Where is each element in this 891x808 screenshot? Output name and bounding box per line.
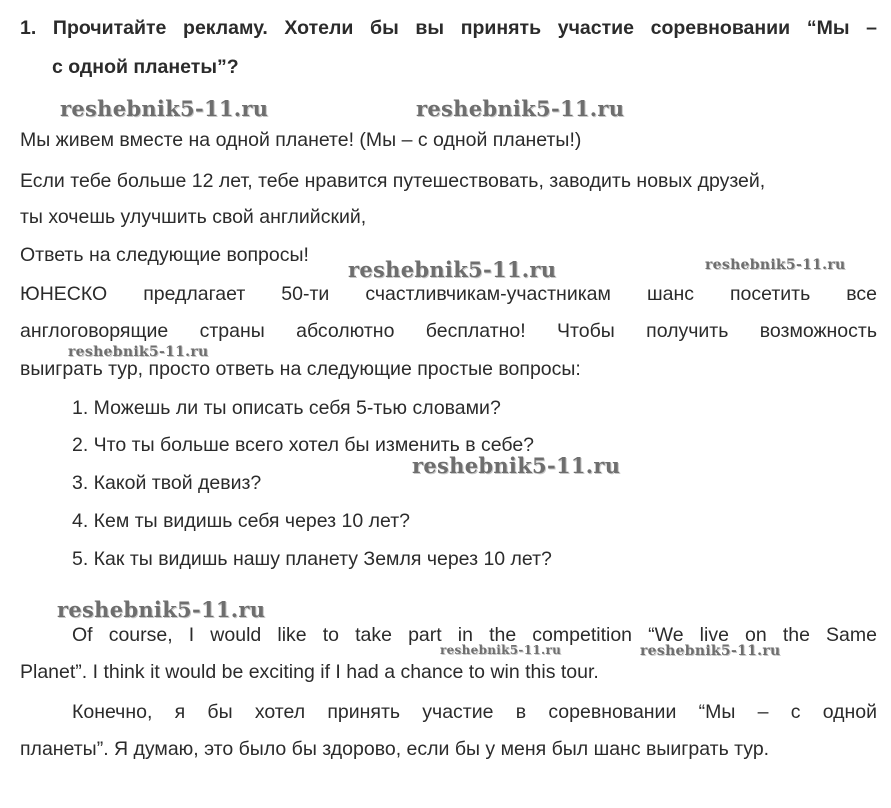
answer-en-line-2: Planet”. I think it would be exciting if I had a chance to win this tour. xyxy=(20,661,599,683)
watermark: reshebnik5-11.ru xyxy=(440,643,562,657)
ad-line-4: Ответь на следующие вопросы! xyxy=(20,244,309,266)
ad-line-2: Если тебе больше 12 лет, тебе нравится путешествовать, заводить новых друзей, xyxy=(20,170,766,192)
watermark: reshebnik5-11.ru xyxy=(68,344,209,360)
ad-line-1: Мы живем вместе на одной планете! (Мы – с одной планеты!) xyxy=(20,129,582,151)
watermark: reshebnik5-11.ru xyxy=(416,96,625,121)
watermark: reshebnik5-11.ru xyxy=(640,643,781,659)
task-title-line-2: с одной планеты”? xyxy=(52,56,239,78)
ad-line-5: ЮНЕСКО предлагает 50-ти счастливчикам-участникам шанс посетить все xyxy=(20,283,877,305)
watermark: reshebnik5-11.ru xyxy=(705,257,846,273)
question-item: 3. Какой твой девиз? xyxy=(72,472,262,494)
watermark: reshebnik5-11.ru xyxy=(348,257,557,282)
question-item: 4. Кем ты видишь себя через 10 лет? xyxy=(72,510,410,532)
answer-ru-line-2: планеты”. Я думаю, это было бы здорово, если бы у меня был шанс выиграть тур. xyxy=(20,738,770,760)
question-item: 1. Можешь ли ты описать себя 5-тью словами? xyxy=(72,397,501,419)
ad-line-6: англоговорящие страны абсолютно бесплатно! Чтобы получить возможность xyxy=(20,320,877,342)
watermark: reshebnik5-11.ru xyxy=(60,96,269,121)
question-item: 5. Как ты видишь нашу планету Земля через 10 лет? xyxy=(72,548,552,570)
ad-line-7: выиграть тур, просто ответь на следующие простые вопросы: xyxy=(20,358,581,380)
watermark: reshebnik5-11.ru xyxy=(57,597,266,622)
ad-line-3: ты хочешь улучшить свой английский, xyxy=(20,206,367,228)
question-item: 2. Что ты больше всего хотел бы изменить в себе? xyxy=(72,434,535,456)
answer-en-line-1: Of course, I would like to take part in the competition “We live on the Same xyxy=(72,624,877,646)
task-title-line-1: 1. Прочитайте рекламу. Хотели бы вы принять участие соревновании “Мы – xyxy=(20,17,877,39)
watermark: reshebnik5-11.ru xyxy=(412,453,621,478)
answer-ru-line-1: Конечно, я бы хотел принять участие в соревновании “Мы – с одной xyxy=(72,701,877,723)
